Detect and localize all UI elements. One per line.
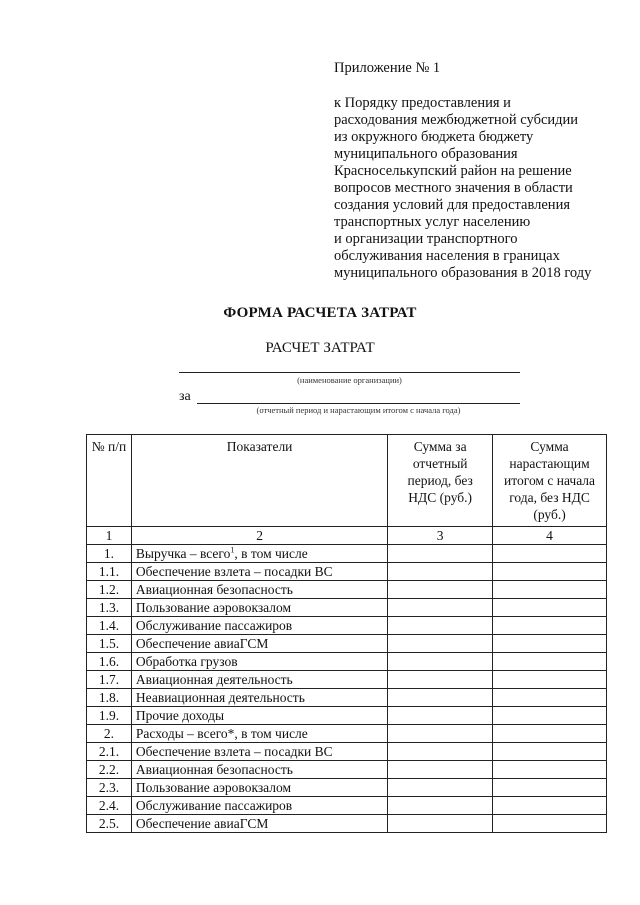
period-sum-cell[interactable]: [388, 725, 493, 743]
row-number: 2.1.: [87, 743, 132, 761]
period-sum-cell[interactable]: [388, 743, 493, 761]
table-row: [87, 743, 607, 761]
footnote-marker: 1: [230, 545, 235, 555]
row-indicator-text: Обработка грузов: [135, 654, 238, 669]
row-number: 1.4.: [87, 617, 132, 635]
table-row: [87, 707, 607, 725]
table-row: [87, 545, 607, 563]
period-sum-cell[interactable]: [388, 689, 493, 707]
table-row: [87, 815, 607, 833]
period-hint: (отчетный период и нарастающим итогом с начала года): [256, 405, 461, 415]
row-indicator-text: Расходы – всего*, в том числе: [135, 726, 308, 741]
table-row: [87, 779, 607, 797]
appendix-block: [334, 60, 624, 282]
calc-title: РАСЧЕТ ЗАТРАТ: [265, 340, 375, 356]
table-row: [87, 563, 607, 581]
header-number: № п/п: [87, 435, 132, 527]
row-indicator: [131, 689, 387, 707]
row-indicator: [131, 635, 387, 653]
row-number: 1.8.: [87, 689, 132, 707]
table-row: [87, 653, 607, 671]
row-indicator: [131, 581, 387, 599]
form-title: ФОРМА РАСЧЕТА ЗАТРАТ: [223, 305, 417, 321]
row-number: 2.4.: [87, 797, 132, 815]
cumulative-sum-cell[interactable]: [493, 779, 607, 797]
row-number: 2.3.: [87, 779, 132, 797]
cumulative-sum-cell[interactable]: [493, 599, 607, 617]
row-number: 1.6.: [87, 653, 132, 671]
period-sum-cell[interactable]: [388, 563, 493, 581]
period-sum-cell[interactable]: [388, 545, 493, 563]
row-indicator: [131, 653, 387, 671]
period-sum-cell[interactable]: [388, 599, 493, 617]
row-indicator-text: Пользование аэровокзалом: [135, 600, 292, 615]
row-indicator: [131, 617, 387, 635]
row-number: 1.2.: [87, 581, 132, 599]
period-sum-cell[interactable]: [388, 797, 493, 815]
row-indicator: [131, 545, 387, 563]
row-indicator: [131, 563, 387, 581]
appendix-line: муниципального образования: [334, 146, 518, 162]
row-indicator-text: Обеспечение авиаГСМ: [135, 636, 269, 651]
appendix-line: к Порядку предоставления и: [334, 95, 511, 111]
cumulative-sum-cell[interactable]: [493, 545, 607, 563]
table-header-row: [87, 435, 607, 527]
row-indicator-text: Авиационная безопасность: [135, 582, 293, 597]
cumulative-sum-cell[interactable]: [493, 563, 607, 581]
row-indicator-text: Обеспечение взлета – посадки ВС: [135, 564, 333, 579]
appendix-line: муниципального образования в 2018 году: [334, 265, 592, 281]
appendix-line: транспортных услуг населению: [334, 214, 531, 230]
appendix-title: Приложение № 1: [334, 60, 441, 76]
row-indicator: [131, 707, 387, 725]
table-row: [87, 689, 607, 707]
row-number: 2.5.: [87, 815, 132, 833]
column-number: 3: [388, 527, 493, 545]
table-row: [87, 725, 607, 743]
column-number: 1: [87, 527, 132, 545]
row-indicator-text: Обслуживание пассажиров: [135, 618, 293, 633]
column-number: 4: [493, 527, 607, 545]
table-row: [87, 581, 607, 599]
row-number: 1.5.: [87, 635, 132, 653]
row-indicator: [131, 797, 387, 815]
row-number: 2.: [87, 725, 132, 743]
row-indicator-text: Обеспечение авиаГСМ: [135, 816, 269, 831]
row-indicator-text: Прочие доходы: [135, 708, 225, 723]
period-line[interactable]: [197, 391, 520, 404]
period-sum-cell[interactable]: [388, 779, 493, 797]
row-indicator-text: Авиационная безопасность: [135, 762, 293, 777]
appendix-line: обслуживания населения в границах: [334, 248, 560, 264]
header-cumulative-sum: Сумма нарастающим итогом с начала года, без НДС (руб.): [493, 435, 607, 527]
row-indicator: [131, 725, 387, 743]
period-prefix: за: [179, 389, 191, 404]
row-indicator: [131, 671, 387, 689]
cumulative-sum-cell[interactable]: [493, 815, 607, 833]
period-sum-cell[interactable]: [388, 707, 493, 725]
cumulative-sum-cell[interactable]: [493, 707, 607, 725]
cumulative-sum-cell[interactable]: [493, 635, 607, 653]
column-numbers-row: [87, 527, 607, 545]
cumulative-sum-cell[interactable]: [493, 761, 607, 779]
period-sum-cell[interactable]: [388, 581, 493, 599]
row-indicator: [131, 779, 387, 797]
period-sum-cell[interactable]: [388, 635, 493, 653]
appendix-line: расходования межбюджетной субсидии: [334, 112, 579, 128]
cumulative-sum-cell[interactable]: [493, 743, 607, 761]
row-indicator: [131, 743, 387, 761]
table-row: [87, 617, 607, 635]
table-row: [87, 761, 607, 779]
appendix-line: из окружного бюджета бюджету: [334, 129, 534, 145]
cumulative-sum-cell[interactable]: [493, 689, 607, 707]
cumulative-sum-cell[interactable]: [493, 797, 607, 815]
period-sum-cell[interactable]: [388, 815, 493, 833]
costs-table: [86, 434, 607, 833]
row-indicator: [131, 761, 387, 779]
organization-name-line[interactable]: [179, 360, 520, 373]
period-sum-cell[interactable]: [388, 761, 493, 779]
cumulative-sum-cell[interactable]: [493, 581, 607, 599]
column-number: 2: [131, 527, 387, 545]
header-period-sum: Сумма за отчетный период, без НДС (руб.): [388, 435, 493, 527]
table-row: [87, 599, 607, 617]
appendix-line: вопросов местного значения в области: [334, 180, 573, 196]
appendix-line: и организации транспортного: [334, 231, 518, 247]
row-indicator: [131, 599, 387, 617]
cumulative-sum-cell[interactable]: [493, 725, 607, 743]
appendix-line: создания условий для предоставления: [334, 197, 570, 213]
row-indicator-text: Авиационная деятельность: [135, 672, 293, 687]
table-row: [87, 635, 607, 653]
table-row: [87, 671, 607, 689]
row-number: 1.1.: [87, 563, 132, 581]
appendix-line: Красноселькупский район на решение: [334, 163, 572, 179]
period-sum-cell[interactable]: [388, 671, 493, 689]
row-number: 1.9.: [87, 707, 132, 725]
organization-name-hint: (наименование организации): [297, 375, 402, 385]
cumulative-sum-cell[interactable]: [493, 671, 607, 689]
row-indicator-text: Обслуживание пассажиров: [135, 798, 293, 813]
period-sum-cell[interactable]: [388, 617, 493, 635]
row-indicator-text: Обеспечение взлета – посадки ВС: [135, 744, 333, 759]
row-indicator: [131, 815, 387, 833]
row-number: 1.7.: [87, 671, 132, 689]
table-row: [87, 797, 607, 815]
cumulative-sum-cell[interactable]: [493, 617, 607, 635]
row-indicator-text: Пользование аэровокзалом: [135, 780, 292, 795]
row-indicator-text: Неавиационная деятельность: [135, 690, 305, 705]
row-indicator-suffix: , в том числе: [234, 546, 308, 561]
period-sum-cell[interactable]: [388, 653, 493, 671]
row-number: 1.: [87, 545, 132, 563]
row-number: 2.2.: [87, 761, 132, 779]
cumulative-sum-cell[interactable]: [493, 653, 607, 671]
header-indicators: Показатели: [131, 435, 387, 527]
row-number: 1.3.: [87, 599, 132, 617]
row-indicator-text: Выручка – всего: [135, 546, 231, 561]
